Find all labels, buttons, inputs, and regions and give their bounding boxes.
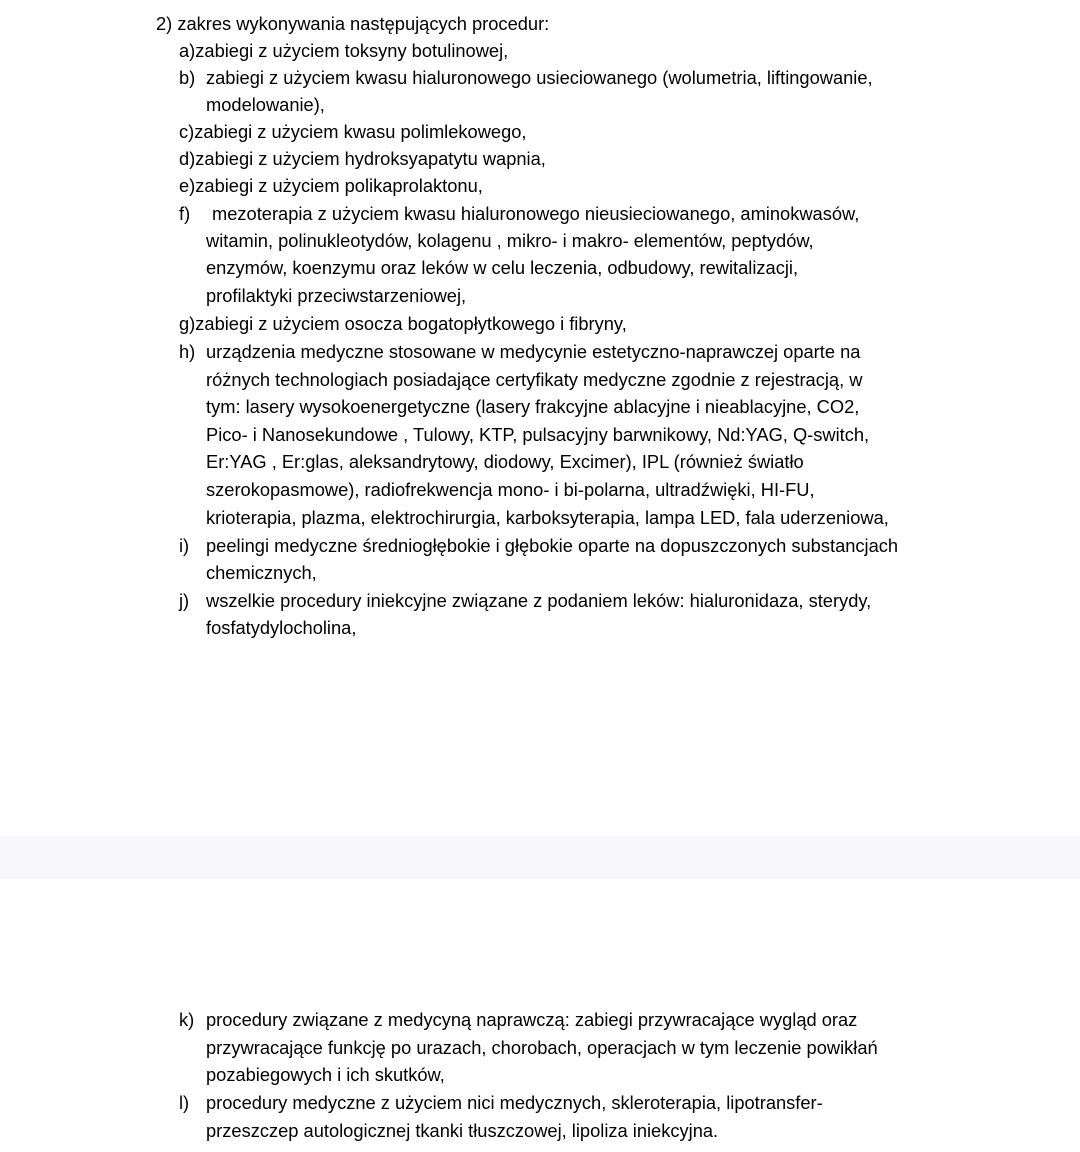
item-label: d) — [179, 148, 196, 169]
list-item-c — [179, 118, 527, 145]
item-text: różnych technologiach posiadające certyfikaty medyczne zgodnie z rejestracją, w — [206, 369, 863, 390]
list-item-e — [179, 172, 483, 199]
item-text: Pico- i Nanosekundowe , Tulowy, KTP, pulsacyjny barwnikowy, Nd:YAG, Q-switch, — [206, 424, 870, 445]
item-text: tym: lasery wysokoenergetyczne (lasery frakcyjne ablacyjne i nieablacyjne, CO2, — [206, 396, 860, 417]
item-label: c) — [179, 121, 195, 142]
item-text: chemicznych, — [206, 562, 317, 583]
list-item-a — [179, 37, 508, 64]
item-label: e) — [179, 175, 196, 196]
item-text: przeszczep autologicznej tkanki tłuszczowej, lipoliza iniekcyjna. — [206, 1120, 719, 1141]
item-text: zabiegi z użyciem polikaprolaktonu, — [195, 175, 483, 196]
item-text: procedury związane z medycyną naprawczą: zabiegi przywracające wygląd oraz — [206, 1009, 858, 1030]
section-intro: 2) zakres wykonywania następujących procedur: — [156, 13, 550, 34]
item-label: l) — [179, 1092, 190, 1113]
item-label: b) — [179, 67, 196, 88]
item-text: fosfatydylocholina, — [206, 617, 357, 638]
item-text: zabiegi z użyciem hydroksyapatytu wapnia, — [195, 148, 546, 169]
item-text: szerokopasmowe), radiofrekwencja mono- i bi-polarna, ultradźwięki, HI-FU, — [206, 479, 815, 500]
item-text: modelowanie), — [206, 94, 325, 115]
item-text: enzymów, koenzymu oraz leków w celu leczenia, odbudowy, rewitalizacji, — [206, 257, 799, 278]
item-text: witamin, polinukleotydów, kolagenu , mikro- i makro- elementów, peptydów, — [206, 230, 814, 251]
item-text: peelingi medyczne średniogłębokie i głębokie oparte na dopuszczonych substancjach — [206, 535, 899, 556]
item-text: przywracające funkcję po urazach, chorobach, operacjach w tym leczenie powikłań — [206, 1037, 878, 1058]
item-label: f) — [179, 203, 191, 224]
item-text: zabiegi z użyciem kwasu hialuronowego usieciowanego (wolumetria, liftingowanie, — [206, 67, 873, 88]
list-item-g — [179, 310, 627, 337]
item-text: Er:YAG , Er:glas, aleksandrytowy, diodowy, Excimer), IPL (również światło — [206, 451, 804, 472]
item-label: k) — [179, 1009, 195, 1030]
page-break-divider — [0, 836, 1080, 879]
item-text: pozabiegowych i ich skutków, — [206, 1064, 445, 1085]
item-label: a) — [179, 40, 196, 61]
item-text: profilaktyki przeciwstarzeniowej, — [206, 285, 467, 306]
list-item-d — [179, 145, 546, 172]
item-label: j) — [179, 590, 190, 611]
item-text: mezoterapia z użyciem kwasu hialuronowego nieusieciowanego, aminokwasów, — [212, 203, 860, 224]
item-text: wszelkie procedury iniekcyjne związane z podaniem leków: hialuronidaza, sterydy, — [206, 590, 872, 611]
page-bottom — [0, 879, 1080, 1152]
item-label: i) — [179, 535, 190, 556]
item-text: zabiegi z użyciem kwasu polimlekowego, — [194, 121, 527, 142]
item-label: h) — [179, 341, 196, 362]
item-text: zabiegi z użyciem toksyny botulinowej, — [195, 40, 509, 61]
item-text: procedury medyczne z użyciem nici medycznych, skleroterapia, lipotransfer- — [206, 1092, 823, 1113]
item-label: g) — [179, 313, 196, 334]
item-text: urządzenia medyczne stosowane w medycynie estetyczno-naprawczej oparte na — [206, 341, 861, 362]
item-text: krioterapia, plazma, elektrochirurgia, karboksyterapia, lampa LED, fala uderzeniowa, — [206, 507, 889, 528]
item-text: zabiegi z użyciem osocza bogatopłytkowego i fibryny, — [195, 313, 627, 334]
